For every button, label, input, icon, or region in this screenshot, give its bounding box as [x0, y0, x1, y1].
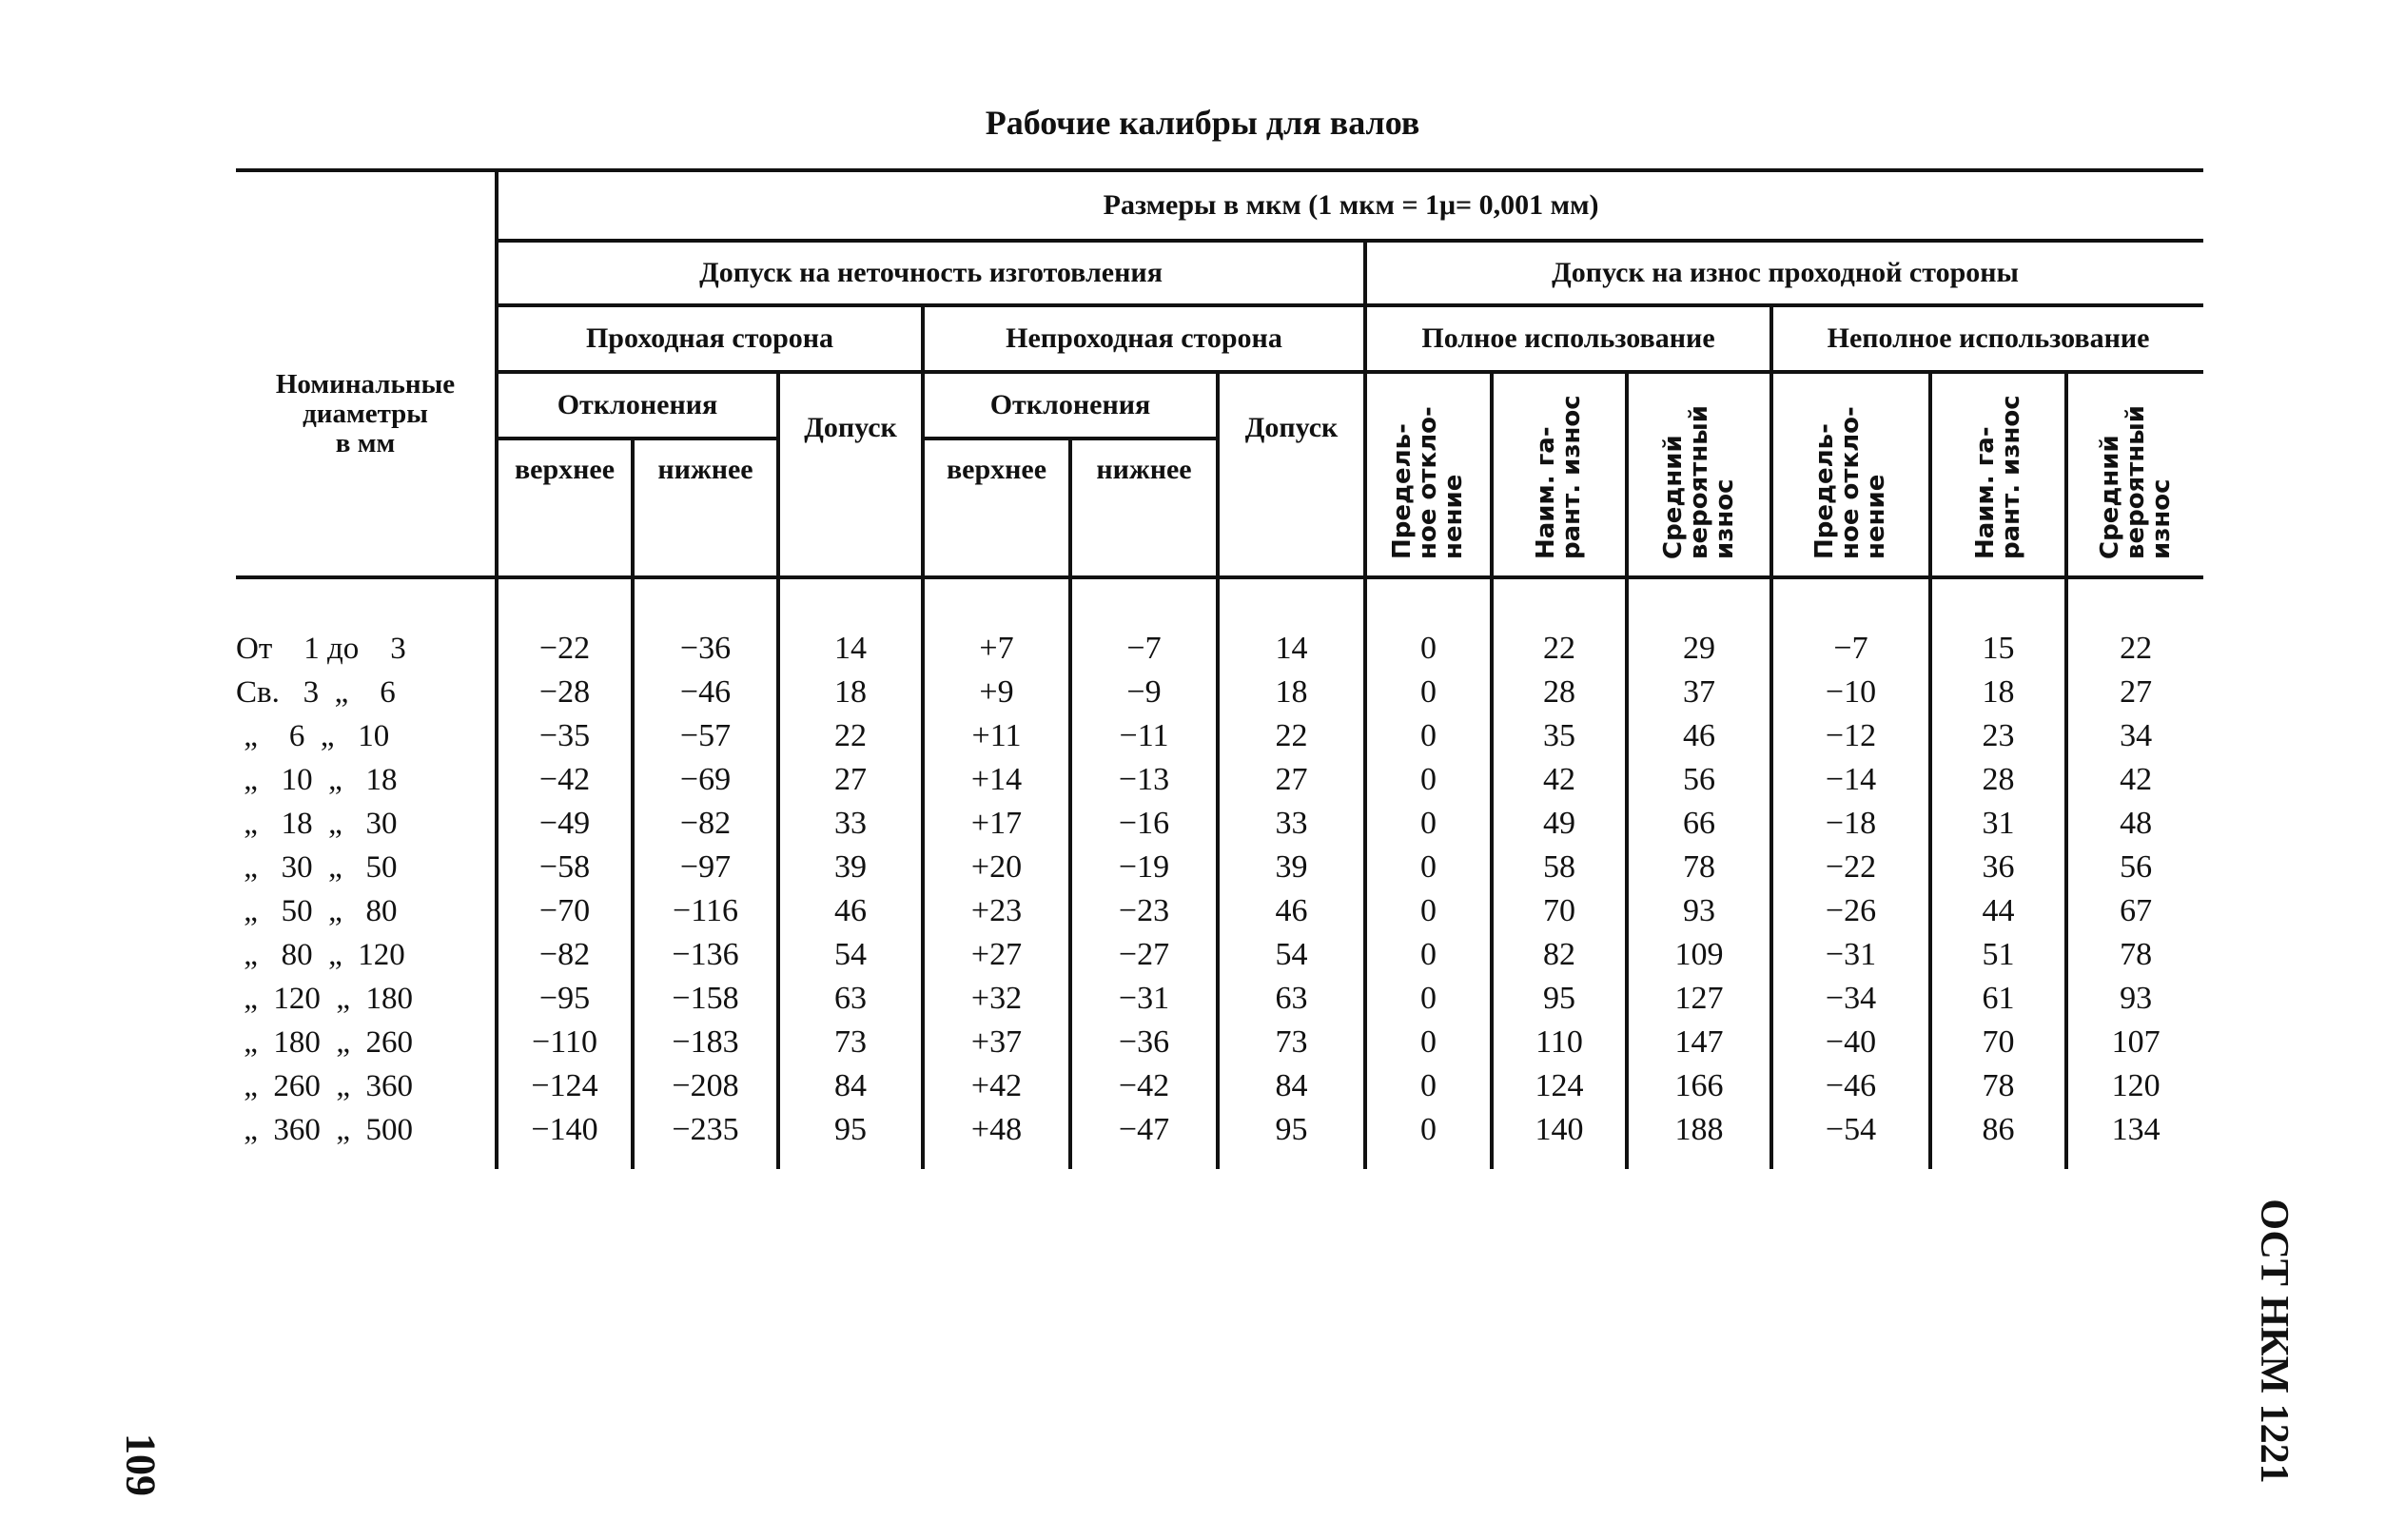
value-cell: 78 — [1627, 846, 1771, 889]
value-cell: −26 — [1771, 889, 1930, 933]
value-cell: −31 — [1771, 933, 1930, 977]
value-cell: 93 — [2066, 977, 2203, 1021]
value-cell: 0 — [1365, 1021, 1492, 1064]
table-row — [236, 671, 2203, 714]
value-cell: −31 — [1070, 977, 1218, 1021]
value-cell: −12 — [1771, 714, 1930, 758]
value-cell: 33 — [1218, 802, 1365, 846]
value-cell: −58 — [497, 846, 633, 889]
value-cell: −46 — [1771, 1064, 1930, 1108]
nogo-lower-header: нижнее — [1070, 439, 1218, 577]
value-cell: 22 — [2066, 577, 2203, 671]
value-cell: 93 — [1627, 889, 1771, 933]
value-cell: −82 — [633, 802, 778, 846]
value-cell: −235 — [633, 1108, 778, 1169]
value-cell: −36 — [1070, 1021, 1218, 1064]
value-cell: 58 — [1492, 846, 1627, 889]
value-cell: +9 — [923, 671, 1070, 714]
value-cell: +20 — [923, 846, 1070, 889]
value-cell: −7 — [1070, 577, 1218, 671]
value-cell: −70 — [497, 889, 633, 933]
value-cell: 22 — [778, 714, 923, 758]
table-row — [236, 933, 2203, 977]
value-cell: 82 — [1492, 933, 1627, 977]
value-cell: −18 — [1771, 802, 1930, 846]
go-tolerance-header: Допуск — [778, 372, 923, 577]
value-cell: 37 — [1627, 671, 1771, 714]
partial-limit-deviation-header: Предель- ное откло- нение — [1771, 372, 1930, 577]
table-row — [236, 1064, 2203, 1108]
value-cell: −97 — [633, 846, 778, 889]
value-cell: 95 — [1218, 1108, 1365, 1169]
value-cell: −208 — [633, 1064, 778, 1108]
value-cell: +48 — [923, 1108, 1070, 1169]
value-cell: −46 — [633, 671, 778, 714]
table-row — [236, 889, 2203, 933]
value-cell: −140 — [497, 1108, 633, 1169]
value-cell: −11 — [1070, 714, 1218, 758]
value-cell: −27 — [1070, 933, 1218, 977]
value-cell: +27 — [923, 933, 1070, 977]
table-row — [236, 802, 2203, 846]
table-body — [236, 577, 2203, 1169]
value-cell: −49 — [497, 802, 633, 846]
wear-tolerance-header: Допуск на износ проходной стороны — [1365, 241, 2203, 305]
value-cell: −158 — [633, 977, 778, 1021]
value-cell: 23 — [1930, 714, 2066, 758]
value-cell: 14 — [778, 577, 923, 671]
value-cell: −14 — [1771, 758, 1930, 802]
value-cell: 56 — [1627, 758, 1771, 802]
value-cell: 44 — [1930, 889, 2066, 933]
partial-min-wear-header: Наим. га- рант. износ — [1930, 372, 2066, 577]
value-cell: 110 — [1492, 1021, 1627, 1064]
value-cell: −19 — [1070, 846, 1218, 889]
value-cell: −35 — [497, 714, 633, 758]
value-cell: 188 — [1627, 1108, 1771, 1169]
value-cell: 22 — [1218, 714, 1365, 758]
value-cell: 48 — [2066, 802, 2203, 846]
value-cell: 42 — [2066, 758, 2203, 802]
value-cell: −183 — [633, 1021, 778, 1064]
full-use-header: Полное использование — [1365, 305, 1771, 372]
value-cell: −9 — [1070, 671, 1218, 714]
value-cell: +32 — [923, 977, 1070, 1021]
diameter-range-cell: „ 180 „ 260 — [236, 1024, 414, 1060]
value-cell: 28 — [1492, 671, 1627, 714]
value-cell: 67 — [2066, 889, 2203, 933]
value-cell: 78 — [1930, 1064, 2066, 1108]
value-cell: −47 — [1070, 1108, 1218, 1169]
value-cell: 140 — [1492, 1108, 1627, 1169]
value-cell: 127 — [1627, 977, 1771, 1021]
value-cell: 134 — [2066, 1108, 2203, 1169]
value-cell: 124 — [1492, 1064, 1627, 1108]
value-cell: +23 — [923, 889, 1070, 933]
value-cell: 56 — [2066, 846, 2203, 889]
value-cell: −69 — [633, 758, 778, 802]
value-cell: 0 — [1365, 1108, 1492, 1169]
table-row — [236, 977, 2203, 1021]
table-header — [236, 170, 2203, 577]
diameter-range-cell: „ 360 „ 500 — [236, 1112, 414, 1147]
diameter-range-cell: Св. 3 „ 6 — [236, 674, 396, 710]
value-cell: 0 — [1365, 758, 1492, 802]
value-cell: 73 — [1218, 1021, 1365, 1064]
value-cell: 18 — [1930, 671, 2066, 714]
value-cell: 0 — [1365, 671, 1492, 714]
value-cell: 0 — [1365, 977, 1492, 1021]
value-cell: −28 — [497, 671, 633, 714]
value-cell: 27 — [778, 758, 923, 802]
value-cell: −34 — [1771, 977, 1930, 1021]
value-cell: 27 — [1218, 758, 1365, 802]
partial-avg-wear-header: Средний вероятный износ — [2066, 372, 2203, 577]
value-cell: 49 — [1492, 802, 1627, 846]
value-cell: 0 — [1365, 933, 1492, 977]
table-row — [236, 1108, 2203, 1169]
nogo-deviations-header: Отклонения — [923, 372, 1218, 439]
calibers-table — [236, 168, 2203, 1169]
nominal-diameter-header: Номинальные диаметры в мм — [236, 170, 497, 577]
table-row — [236, 1021, 2203, 1064]
value-cell: −136 — [633, 933, 778, 977]
value-cell: +17 — [923, 802, 1070, 846]
value-cell: 28 — [1930, 758, 2066, 802]
full-limit-deviation-header: Предель- ное откло- нение — [1365, 372, 1492, 577]
value-cell: 61 — [1930, 977, 2066, 1021]
value-cell: 29 — [1627, 577, 1771, 671]
value-cell: 147 — [1627, 1021, 1771, 1064]
diameter-range-cell: „ 260 „ 360 — [236, 1068, 414, 1103]
value-cell: 14 — [1218, 577, 1365, 671]
partial-use-header: Неполное использование — [1771, 305, 2203, 372]
go-lower-header: нижнее — [633, 439, 778, 577]
value-cell: 31 — [1930, 802, 2066, 846]
page-number: 109 — [117, 1433, 165, 1496]
value-cell: −57 — [633, 714, 778, 758]
table-row — [236, 577, 2203, 671]
document-code: ОСТ НКМ 1221 — [2252, 1199, 2296, 1484]
value-cell: 0 — [1365, 889, 1492, 933]
table-row — [236, 714, 2203, 758]
value-cell: −22 — [497, 577, 633, 671]
value-cell: −23 — [1070, 889, 1218, 933]
value-cell: 27 — [2066, 671, 2203, 714]
diameter-range-cell: „ 50 „ 80 — [236, 893, 398, 928]
value-cell: 18 — [778, 671, 923, 714]
value-cell: 63 — [1218, 977, 1365, 1021]
value-cell: −82 — [497, 933, 633, 977]
value-cell: 78 — [2066, 933, 2203, 977]
value-cell: 15 — [1930, 577, 2066, 671]
value-cell: 95 — [1492, 977, 1627, 1021]
value-cell: 46 — [1627, 714, 1771, 758]
go-side-header: Проходная сторона — [497, 305, 923, 372]
value-cell: 86 — [1930, 1108, 2066, 1169]
value-cell: 66 — [1627, 802, 1771, 846]
value-cell: −36 — [633, 577, 778, 671]
diameter-range-cell: „ 10 „ 18 — [236, 762, 398, 797]
table-row — [236, 758, 2203, 802]
diameter-range-cell: „ 6 „ 10 — [236, 718, 390, 753]
table-title: Рабочие калибры для валов — [985, 104, 1420, 142]
value-cell: 54 — [778, 933, 923, 977]
nogo-upper-header: верхнее — [923, 439, 1070, 577]
value-cell: 46 — [778, 889, 923, 933]
value-cell: 46 — [1218, 889, 1365, 933]
nogo-side-header: Непроходная сторона — [923, 305, 1365, 372]
value-cell: 166 — [1627, 1064, 1771, 1108]
value-cell: 0 — [1365, 1064, 1492, 1108]
value-cell: −22 — [1771, 846, 1930, 889]
value-cell: −7 — [1771, 577, 1930, 671]
value-cell: −16 — [1070, 802, 1218, 846]
value-cell: −116 — [633, 889, 778, 933]
value-cell: +7 — [923, 577, 1070, 671]
value-cell: +11 — [923, 714, 1070, 758]
value-cell: 33 — [778, 802, 923, 846]
value-cell: 73 — [778, 1021, 923, 1064]
value-cell: 0 — [1365, 577, 1492, 671]
value-cell: 22 — [1492, 577, 1627, 671]
value-cell: 63 — [778, 977, 923, 1021]
value-cell: 18 — [1218, 671, 1365, 714]
value-cell: +37 — [923, 1021, 1070, 1064]
value-cell: +14 — [923, 758, 1070, 802]
value-cell: 109 — [1627, 933, 1771, 977]
value-cell: −54 — [1771, 1108, 1930, 1169]
value-cell: 95 — [778, 1108, 923, 1169]
full-min-wear-header: Наим. га- рант. износ — [1492, 372, 1627, 577]
value-cell: 84 — [1218, 1064, 1365, 1108]
value-cell: 107 — [2066, 1021, 2203, 1064]
full-avg-wear-header: Средний вероятный износ — [1627, 372, 1771, 577]
value-cell: 70 — [1492, 889, 1627, 933]
value-cell: 70 — [1930, 1021, 2066, 1064]
value-cell: −10 — [1771, 671, 1930, 714]
value-cell: 120 — [2066, 1064, 2203, 1108]
diameter-range-cell: От 1 до 3 — [236, 631, 406, 666]
value-cell: 84 — [778, 1064, 923, 1108]
diameter-range-cell: „ 18 „ 30 — [236, 806, 398, 841]
value-cell: 39 — [1218, 846, 1365, 889]
value-cell: −124 — [497, 1064, 633, 1108]
value-cell: 0 — [1365, 714, 1492, 758]
value-cell: 39 — [778, 846, 923, 889]
sizes-header: Размеры в мкм (1 мкм = 1μ= 0,001 мм) — [497, 170, 2203, 241]
value-cell: −42 — [497, 758, 633, 802]
value-cell: 0 — [1365, 802, 1492, 846]
value-cell: −42 — [1070, 1064, 1218, 1108]
value-cell: 54 — [1218, 933, 1365, 977]
table-row — [236, 846, 2203, 889]
nogo-tolerance-header: Допуск — [1218, 372, 1365, 577]
value-cell: 42 — [1492, 758, 1627, 802]
diameter-range-cell: „ 80 „ 120 — [236, 937, 405, 972]
value-cell: +42 — [923, 1064, 1070, 1108]
value-cell: 34 — [2066, 714, 2203, 758]
diameter-range-cell: „ 120 „ 180 — [236, 981, 414, 1016]
value-cell: −13 — [1070, 758, 1218, 802]
diameter-range-cell: „ 30 „ 50 — [236, 849, 398, 885]
value-cell: 36 — [1930, 846, 2066, 889]
value-cell: 35 — [1492, 714, 1627, 758]
value-cell: 0 — [1365, 846, 1492, 889]
value-cell: −95 — [497, 977, 633, 1021]
go-deviations-header: Отклонения — [497, 372, 778, 439]
manufacture-tolerance-header: Допуск на неточность изготовления — [497, 241, 1365, 305]
value-cell: −40 — [1771, 1021, 1930, 1064]
value-cell: −110 — [497, 1021, 633, 1064]
go-upper-header: верхнее — [497, 439, 633, 577]
value-cell: 51 — [1930, 933, 2066, 977]
